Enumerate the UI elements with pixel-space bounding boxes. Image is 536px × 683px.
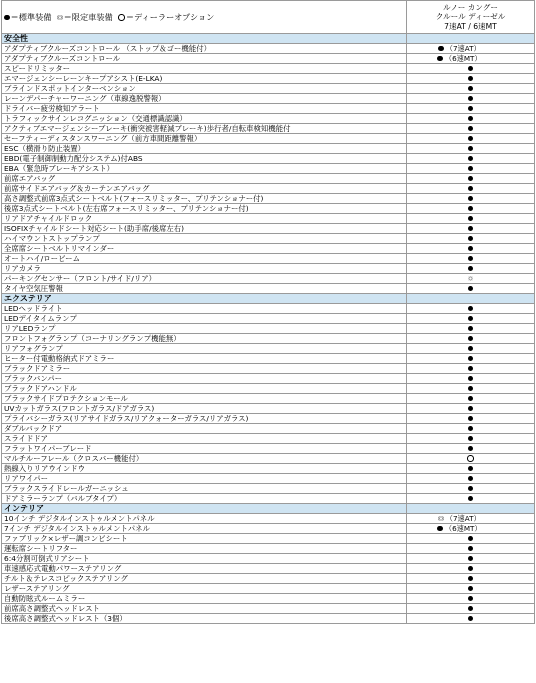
standard-mark-icon [468, 226, 474, 232]
feature-availability [407, 424, 535, 434]
standard-mark-icon [468, 246, 474, 252]
feature-availability [407, 484, 535, 494]
feature-label: レザーステアリング [2, 584, 407, 594]
feature-label: 前席高さ調整式ヘッドレスト [2, 604, 407, 614]
feature-availability [407, 214, 535, 224]
feature-availability [407, 554, 535, 564]
table-row [2, 134, 535, 144]
transmission-note: （6速MT） [444, 523, 482, 533]
feature-availability [407, 284, 535, 294]
feature-label: リアLEDランプ [2, 324, 407, 334]
model-grade: クルール ディーゼル [435, 12, 506, 22]
feature-label: ドアミラーランプ（バルブタイプ） [2, 494, 407, 504]
standard-mark-icon [468, 176, 474, 182]
feature-label: 後席高さ調整式ヘッドレスト（3個） [2, 614, 407, 624]
feature-label: ブラックドアハンドル [2, 384, 407, 394]
legend-dealer-label: ＝ディーラーオプション [125, 12, 215, 22]
table-row [2, 524, 535, 534]
feature-label: ブラックサイドプロテクションモール [2, 394, 407, 404]
standard-mark-icon [468, 446, 474, 452]
table-row [2, 564, 535, 574]
table-row [2, 484, 535, 494]
feature-availability [407, 344, 535, 354]
table-row [2, 274, 535, 284]
table-row [2, 414, 535, 424]
table-row [2, 74, 535, 84]
standard-mark-icon [468, 406, 474, 412]
feature-label: 10インチ デジタルインストゥルメントパネル [2, 514, 407, 524]
feature-availability [407, 544, 535, 554]
feature-availability [407, 454, 535, 464]
standard-mark-icon [468, 316, 474, 322]
feature-availability [407, 374, 535, 384]
feature-availability [407, 594, 535, 604]
feature-availability [407, 514, 535, 524]
standard-mark-icon [468, 616, 474, 622]
feature-label: フロントフォグランプ（コーナリングランプ機能無） [2, 334, 407, 344]
feature-label: 6:4分割可倒式リアシート [2, 554, 407, 564]
standard-mark-icon [468, 546, 474, 552]
standard-mark-icon [468, 556, 474, 562]
standard-mark-icon [468, 216, 474, 222]
standard-mark-icon [468, 146, 474, 152]
feature-label: 7インチ デジタルインストゥルメントパネル [2, 524, 407, 534]
feature-label: パーキングセンサー（フロント/サイド/リア） [2, 274, 407, 284]
limited-mark-icon [468, 276, 474, 282]
feature-label: アクティブエマージェンシーブレーキ(衝突被害軽減ブレーキ)歩行者/自転車検知機能付 [2, 124, 407, 134]
table-row [2, 194, 535, 204]
table-row [2, 124, 535, 134]
table-header-row [2, 1, 535, 34]
feature-availability [407, 114, 535, 124]
table-row [2, 454, 535, 464]
feature-availability [407, 404, 535, 414]
feature-label: 前席サイドエアバッグ＆カーテンエアバッグ [2, 184, 407, 194]
table-row [2, 334, 535, 344]
feature-label: フラットワイパーブレード [2, 444, 407, 454]
table-row [2, 464, 535, 474]
feature-availability [407, 144, 535, 154]
feature-availability [407, 204, 535, 214]
model-transmission: 7速AT / 6速MT [444, 21, 497, 31]
feature-availability [407, 574, 535, 584]
feature-availability [407, 324, 535, 334]
standard-mark-icon [437, 526, 443, 532]
section-header-row [2, 504, 535, 514]
feature-label: リアドアチャイルドロック [2, 214, 407, 224]
feature-availability [407, 164, 535, 174]
feature-label: EBD(電子制御制動力配分システム)付ABS [2, 154, 407, 164]
table-row [2, 144, 535, 154]
table-row [2, 54, 535, 64]
feature-availability [407, 494, 535, 504]
feature-availability [407, 274, 535, 284]
standard-mark-icon [468, 436, 474, 442]
feature-availability [407, 64, 535, 74]
standard-mark-icon [468, 486, 474, 492]
model-header [407, 1, 535, 34]
feature-label: 高さ調整式前席3点式シートベルト(フォースリミッター、プリテンショナー付) [2, 194, 407, 204]
transmission-note: （6速MT） [444, 53, 482, 63]
feature-label: UVカットガラス(フロントガラス/ドアガラス) [2, 404, 407, 414]
table-row [2, 254, 535, 264]
table-row [2, 44, 535, 54]
legend [2, 1, 407, 34]
table-row [2, 234, 535, 244]
standard-mark-icon [468, 416, 474, 422]
feature-availability [407, 604, 535, 614]
standard-mark-icon [468, 566, 474, 572]
table-row [2, 384, 535, 394]
standard-mark-icon [468, 476, 474, 482]
feature-label: マルチルーフレール（クロスバー機能付） [2, 454, 407, 464]
section-title-fill [407, 504, 535, 514]
feature-label: チルト＆テレスコピックステアリング [2, 574, 407, 584]
standard-mark-icon [437, 56, 443, 62]
legend-standard-label: ＝標準装備 [10, 12, 52, 22]
table-row [2, 64, 535, 74]
feature-label: ブラインドスポットインターベンション [2, 84, 407, 94]
table-row [2, 594, 535, 604]
feature-availability [407, 174, 535, 184]
table-row [2, 214, 535, 224]
table-row [2, 154, 535, 164]
standard-mark-icon [468, 256, 474, 262]
standard-mark-icon [468, 396, 474, 402]
standard-mark-icon [468, 76, 474, 82]
limited-mark-icon [57, 15, 63, 21]
feature-label: アダプティブクルーズコントロール [2, 54, 407, 64]
section-title-fill [407, 34, 535, 44]
feature-availability [407, 84, 535, 94]
standard-mark-icon [468, 346, 474, 352]
feature-label: アダプティブクルーズコントロール （ストップ＆ゴー機能付） [2, 44, 407, 54]
standard-mark-icon [468, 166, 474, 172]
feature-label: プライバシーガラス(リアサイドガラス/リアクォーターガラス/リアガラス) [2, 414, 407, 424]
table-row [2, 84, 535, 94]
feature-label: ダブルバックドア [2, 424, 407, 434]
standard-mark-icon [468, 586, 474, 592]
standard-mark-icon [468, 196, 474, 202]
table-row [2, 444, 535, 454]
standard-mark-icon [468, 596, 474, 602]
standard-mark-icon [468, 466, 474, 472]
feature-availability [407, 434, 535, 444]
table-row [2, 204, 535, 214]
table-row [2, 364, 535, 374]
feature-availability [407, 364, 535, 374]
table-row [2, 554, 535, 564]
standard-mark-icon [468, 606, 474, 612]
table-row [2, 434, 535, 444]
table-row [2, 174, 535, 184]
feature-label: スピードリミッター [2, 64, 407, 74]
feature-availability [407, 254, 535, 264]
limited-mark-icon [438, 516, 444, 522]
standard-mark-icon [468, 376, 474, 382]
standard-mark-icon [468, 96, 474, 102]
feature-label: 後席3点式シートベルト(左右席フォースリミッター、プリテンショナー付) [2, 204, 407, 214]
feature-availability [407, 134, 535, 144]
feature-label: 自動防眩式ルームミラー [2, 594, 407, 604]
table-row [2, 344, 535, 354]
feature-label: ブラックバンパー [2, 374, 407, 384]
feature-label: EBA（緊急時ブレーキアシスト） [2, 164, 407, 174]
feature-label: ヒーター付電動格納式ドアミラー [2, 354, 407, 364]
feature-label: ドライバー疲労検知アラート [2, 104, 407, 114]
section-header-row [2, 294, 535, 304]
feature-label: 前席エアバッグ [2, 174, 407, 184]
feature-availability [407, 94, 535, 104]
standard-mark-icon [468, 306, 474, 312]
standard-mark-icon [468, 136, 474, 142]
table-row [2, 614, 535, 624]
table-row [2, 184, 535, 194]
standard-mark-icon [468, 366, 474, 372]
feature-availability [407, 244, 535, 254]
table-row [2, 394, 535, 404]
feature-availability [407, 234, 535, 244]
section-title: エクステリア [2, 294, 407, 304]
feature-availability [407, 444, 535, 454]
feature-label: ブラックドアミラー [2, 364, 407, 374]
standard-mark-icon [468, 326, 474, 332]
feature-availability [407, 264, 535, 274]
feature-availability [407, 394, 535, 404]
feature-label: ファブリック×レザー調コンビシート [2, 534, 407, 544]
standard-mark-icon [468, 156, 474, 162]
standard-mark-icon [468, 386, 474, 392]
standard-mark-icon [468, 206, 474, 212]
feature-label: LEDデイタイムランプ [2, 314, 407, 324]
feature-availability [407, 194, 535, 204]
feature-availability [407, 384, 535, 394]
table-row [2, 424, 535, 434]
table-row [2, 404, 535, 414]
table-row [2, 264, 535, 274]
table-row [2, 94, 535, 104]
standard-mark-icon [468, 336, 474, 342]
transmission-note: （7速AT） [445, 513, 481, 523]
feature-availability [407, 104, 535, 114]
table-row [2, 584, 535, 594]
standard-mark-icon [468, 116, 474, 122]
feature-availability [407, 534, 535, 544]
feature-availability [407, 124, 535, 134]
table-row [2, 354, 535, 364]
feature-label: レーンデパーチャーワーニング（車線逸脱警報） [2, 94, 407, 104]
feature-availability [407, 304, 535, 314]
section-title-fill [407, 294, 535, 304]
standard-mark-icon [468, 286, 474, 292]
table-row [2, 244, 535, 254]
feature-availability [407, 474, 535, 484]
table-row [2, 114, 535, 124]
standard-mark-icon [468, 496, 474, 502]
feature-label: 車速感応式電動パワーステアリング [2, 564, 407, 574]
feature-availability [407, 54, 535, 64]
feature-availability [407, 224, 535, 234]
standard-mark-icon [438, 46, 444, 52]
section-title: インテリア [2, 504, 407, 514]
table-row [2, 164, 535, 174]
table-row [2, 324, 535, 334]
standard-mark-icon [468, 66, 474, 72]
feature-availability [407, 564, 535, 574]
feature-availability [407, 154, 535, 164]
table-row [2, 374, 535, 384]
standard-mark-icon [468, 236, 474, 242]
table-row [2, 104, 535, 114]
feature-label: LEDヘッドライト [2, 304, 407, 314]
legend-limited-label: ＝限定車装備 [63, 12, 113, 22]
table-row [2, 314, 535, 324]
feature-label: タイヤ空気圧警報 [2, 284, 407, 294]
table-row [2, 224, 535, 234]
table-row [2, 284, 535, 294]
feature-availability [407, 314, 535, 324]
transmission-note: （7速AT） [445, 43, 481, 53]
table-row [2, 544, 535, 554]
table-row [2, 604, 535, 614]
feature-availability [407, 464, 535, 474]
feature-label: セーフティーディスタンスワーニング（前方車間距離警報） [2, 134, 407, 144]
standard-mark-icon [468, 126, 474, 132]
feature-availability [407, 354, 535, 364]
table-row [2, 494, 535, 504]
section-header-row [2, 34, 535, 44]
table-row [2, 474, 535, 484]
feature-availability [407, 334, 535, 344]
feature-label: 全席席シートベルトリマインダー [2, 244, 407, 254]
standard-mark-icon [468, 536, 474, 542]
dealer-option-mark-icon [118, 14, 125, 21]
feature-label: ISOFIXチャイルドシート対応シート(助手席/後席左右) [2, 224, 407, 234]
feature-availability [407, 74, 535, 84]
feature-label: ブラックスライドレールガーニッシュ [2, 484, 407, 494]
feature-availability [407, 184, 535, 194]
table-row [2, 304, 535, 314]
standard-mark-icon [468, 426, 474, 432]
feature-label: エマージェンシーレーンキープアシスト(E-LKA) [2, 74, 407, 84]
feature-label: ハイマウントストップランプ [2, 234, 407, 244]
standard-mark-icon [468, 106, 474, 112]
feature-availability [407, 584, 535, 594]
standard-mark-icon [468, 356, 474, 362]
standard-mark-icon [468, 186, 474, 192]
section-title: 安全性 [2, 34, 407, 44]
feature-availability [407, 524, 535, 534]
standard-mark-icon [468, 266, 474, 272]
feature-label: リアカメラ [2, 264, 407, 274]
table-row [2, 534, 535, 544]
feature-label: スライドドア [2, 434, 407, 444]
feature-label: 熱線入りリアウインドウ [2, 464, 407, 474]
feature-label: リアフォグランプ [2, 344, 407, 354]
feature-availability [407, 414, 535, 424]
table-row [2, 514, 535, 524]
feature-label: オートハイ/ロービーム [2, 254, 407, 264]
feature-label: トラフィックサインレコグニッション（交通標識認識） [2, 114, 407, 124]
model-name: ルノー カングー [443, 3, 498, 13]
standard-mark-icon [468, 86, 474, 92]
equipment-table [1, 0, 535, 624]
feature-availability [407, 44, 535, 54]
standard-mark-icon [468, 576, 474, 582]
feature-availability [407, 614, 535, 624]
feature-label: ESC（横滑り防止装置） [2, 144, 407, 154]
table-row [2, 574, 535, 584]
standard-mark-icon [4, 15, 10, 21]
dealer-option-mark-icon [467, 455, 474, 462]
feature-label: リアワイパー [2, 474, 407, 484]
feature-label: 運転席シートリフター [2, 544, 407, 554]
